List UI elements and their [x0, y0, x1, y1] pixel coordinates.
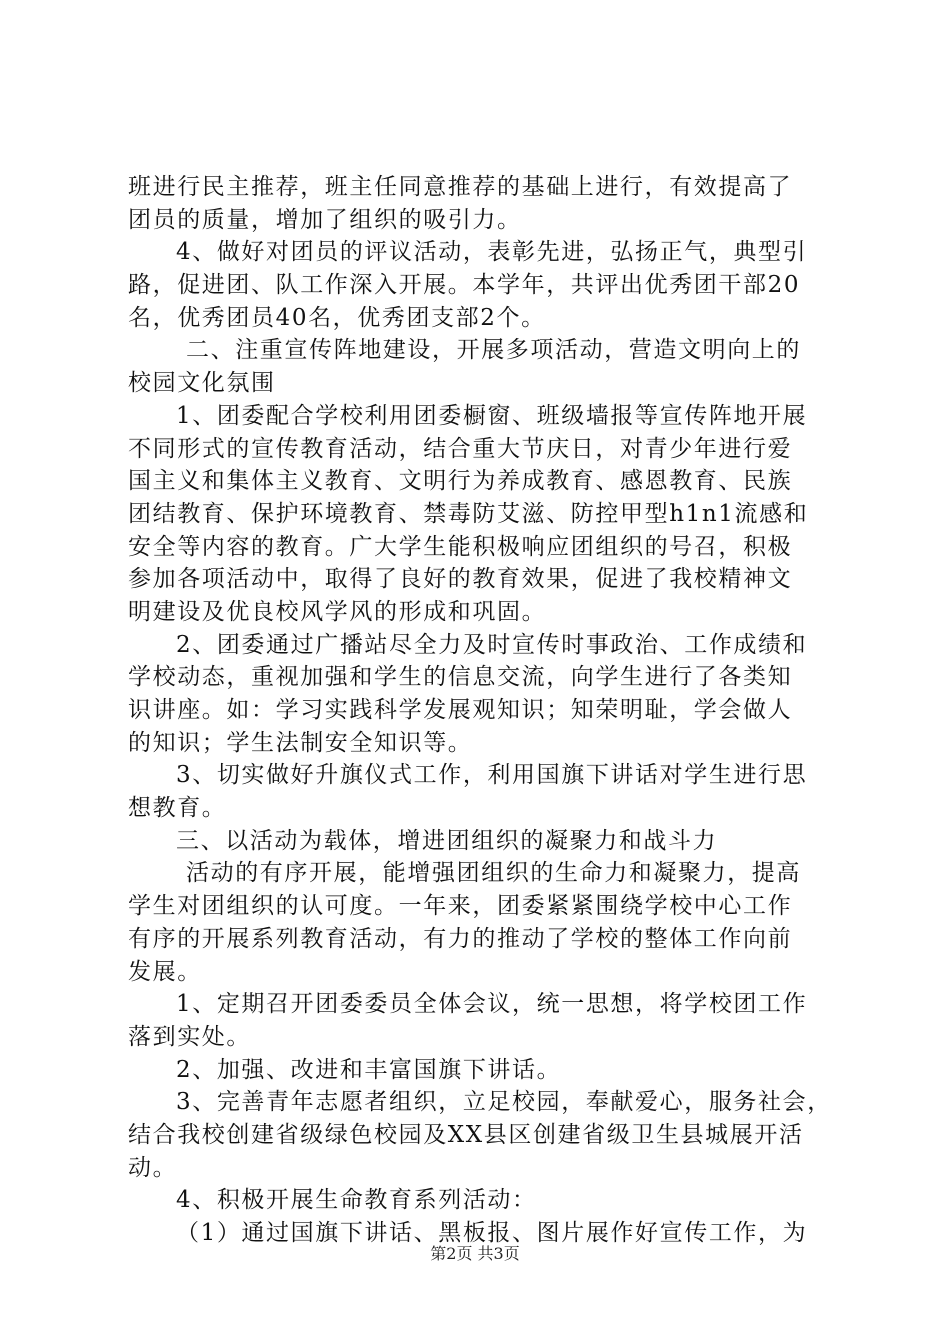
text-line: 安全等内容的教育。广大学生能积极响应团组织的号召，积极	[128, 533, 793, 560]
text-line: 学生对团组织的认可度。一年来，团委紧紧围绕学校中心工作	[128, 893, 793, 920]
text-line: 参加各项活动中，取得了良好的教育效果，促进了我校精神文	[128, 566, 793, 593]
text-line: 团员的质量，增加了组织的吸引力。	[128, 206, 522, 233]
page-number-footer: 第2页 共3页	[430, 1244, 520, 1263]
text-line: 1、团委配合学校利用团委橱窗、班级墙报等宣传阵地开展	[176, 402, 808, 429]
section-heading: 三、以活动为载体，增进团组织的凝聚力和战斗力	[176, 827, 718, 854]
text-line: 发展。	[128, 958, 202, 985]
text-line: 3、切实做好升旗仪式工作，利用国旗下讲话对学生进行思	[176, 762, 808, 789]
text-line: 活动的有序开展，能增强团组织的生命力和凝聚力，提高	[186, 860, 801, 887]
text-line: 路，促进团、队工作深入开展。本学年，共评出优秀团干部20	[128, 272, 801, 299]
text-line: 落到实处。	[128, 1023, 251, 1050]
text-line: 国主义和集体主义教育、文明行为养成教育、感恩教育、民族	[128, 468, 793, 495]
text-line: 2、加强、改进和丰富国旗下讲话。	[176, 1056, 562, 1083]
text-line: 的知识；学生法制安全知识等。	[128, 729, 473, 756]
text-line: 1、定期召开团委委员全体会议，统一思想，将学校团工作	[176, 991, 808, 1018]
text-line: 团结教育、保护环境教育、禁毒防艾滋、防控甲型h1n1流感和	[128, 500, 809, 527]
text-line: 想教育。	[128, 795, 227, 822]
text-line: （1）通过国旗下讲话、黑板报、图片展作好宣传工作，为	[176, 1220, 808, 1246]
text-line: 学校动态，重视加强和学生的信息交流，向学生进行了各类知	[128, 664, 793, 691]
text-line: 有序的开展系列教育活动，有力的推动了学校的整体工作向前	[128, 925, 793, 952]
text-line: 动。	[128, 1154, 178, 1181]
section-heading: 校园文化氛围	[128, 370, 276, 397]
text-line: 结合我校创建省级绿色校园及XX县区创建省级卫生县城展开活	[128, 1121, 804, 1148]
document-body	[128, 171, 843, 1250]
text-line: 班进行民主推荐，班主任同意推荐的基础上进行，有效提高了	[128, 174, 793, 200]
text-line: 3、完善青年志愿者组织，立足校园，奉献爱心，服务社会，	[176, 1089, 832, 1116]
text-line: 4、做好对团员的评议活动，表彰先进，弘扬正气，典型引	[176, 239, 808, 266]
text-line: 4、积极开展生命教育系列活动：	[176, 1187, 537, 1214]
text-line: 2、团委通过广播站尽全力及时宣传时事政治、工作成绩和	[176, 631, 808, 658]
text-line: 名，优秀团员40名，优秀团支部2个。	[128, 304, 546, 331]
text-line: 明建设及优良校风学风的形成和巩固。	[128, 598, 547, 625]
text-line: 识讲座。如：学习实践科学发展观知识；知荣明耻，学会做人	[128, 697, 793, 723]
text-line: 不同形式的宣传教育活动，结合重大节庆日，对青少年进行爱	[128, 435, 793, 462]
section-heading: 二、注重宣传阵地建设，开展多项活动，营造文明向上的	[186, 337, 801, 364]
